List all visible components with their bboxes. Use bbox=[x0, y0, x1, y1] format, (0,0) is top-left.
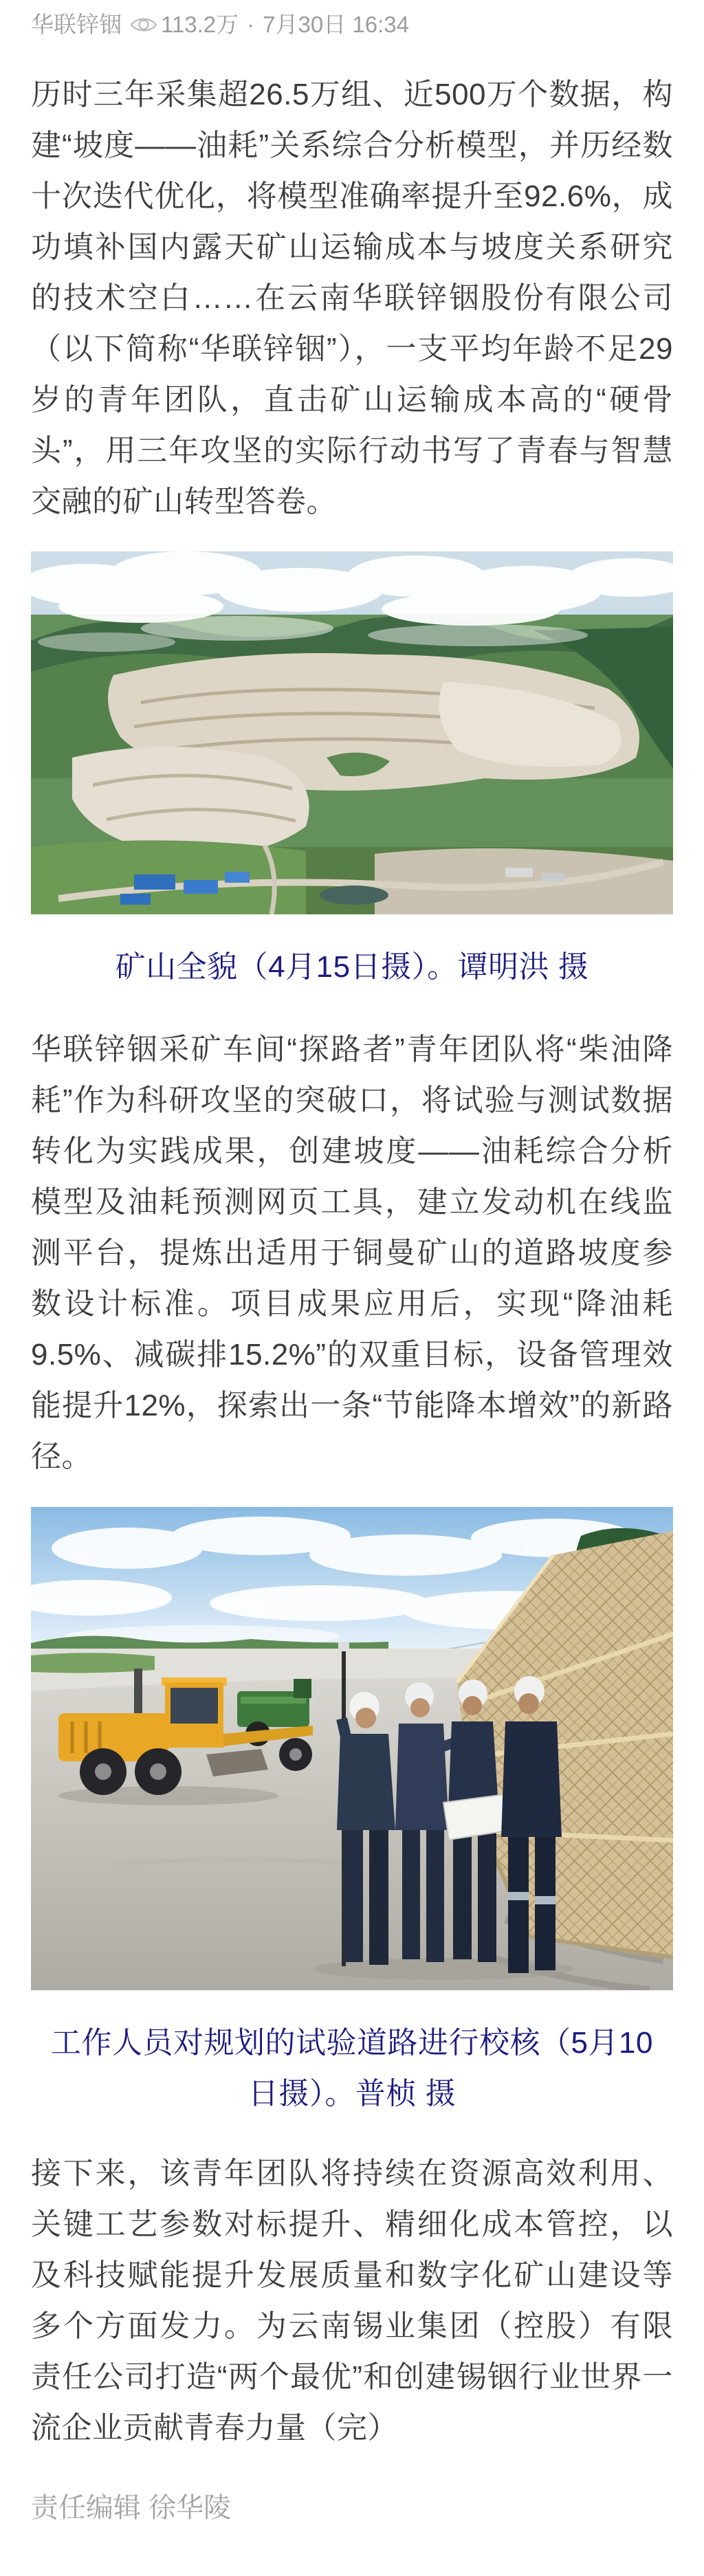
editor-credit: 责任编辑 徐华陵 bbox=[31, 2493, 232, 2523]
paragraph-1: 历时三年采集超26.5万组、近500万个数据，构建“坡度——油耗”关系综合分析模型，并历经数十次迭代优化，将模型准确率提升至92.6%，成功填补国内露天矿山运输成本与坡度关系研究的技术空白……在云南华联锌铟股份有限公司（以下简称“华联锌铟”），一支平均年龄不足29岁的青年团队，直击矿山运输成本高的“硬骨头”，用三年攻坚的实际行动书写了青春与智慧交融的矿山转型答卷。 bbox=[31, 78, 673, 518]
photo-1-caption: 矿山全貌（4月15日摄）。谭明洪 摄 bbox=[115, 950, 589, 984]
publish-time: 7月30日 16:34 bbox=[263, 12, 409, 37]
paragraph-2: 华联锌铟采矿车间“探路者”青年团队将“柴油降耗”作为科研攻坚的突破口，将试验与测试数据转化为实践成果，创建坡度——油耗综合分析模型及油耗预测网页工具，建立发动机在线监测平台，提炼出适用于铜曼矿山的道路坡度参数设计标准。项目成果应用后，实现“降油耗9.5%、减碳排15.2%”的双重目标，设备管理效能提升12%，探索出一条“节能降本增效”的新路径。 bbox=[31, 1033, 673, 1473]
eye-icon bbox=[130, 14, 157, 35]
paragraph-3: 接下来，该青年团队将持续在资源高效利用、关键工艺参数对标提升、精细化成本管控，以及科技赋能提升发展质量和数字化矿山建设等多个方面发力。为云南锡业集团（控股）有限责任公司打造“两个最优”和创建锡铟行业世界一流企业贡献青春力量（完） bbox=[31, 2157, 673, 2445]
mine-aerial-photo[interactable] bbox=[31, 551, 673, 914]
meta-separator: · bbox=[247, 12, 255, 37]
view-count bbox=[130, 11, 239, 38]
workers-photo[interactable] bbox=[31, 1507, 673, 1990]
author-name[interactable]: 华联锌铟 bbox=[31, 12, 122, 37]
view-count-text: 113.2万 bbox=[161, 12, 239, 37]
article-meta bbox=[0, 0, 704, 38]
photo-2-caption: 工作人员对规划的试验道路进行校核（5月10日摄）。普桢 摄 bbox=[51, 2026, 653, 2111]
